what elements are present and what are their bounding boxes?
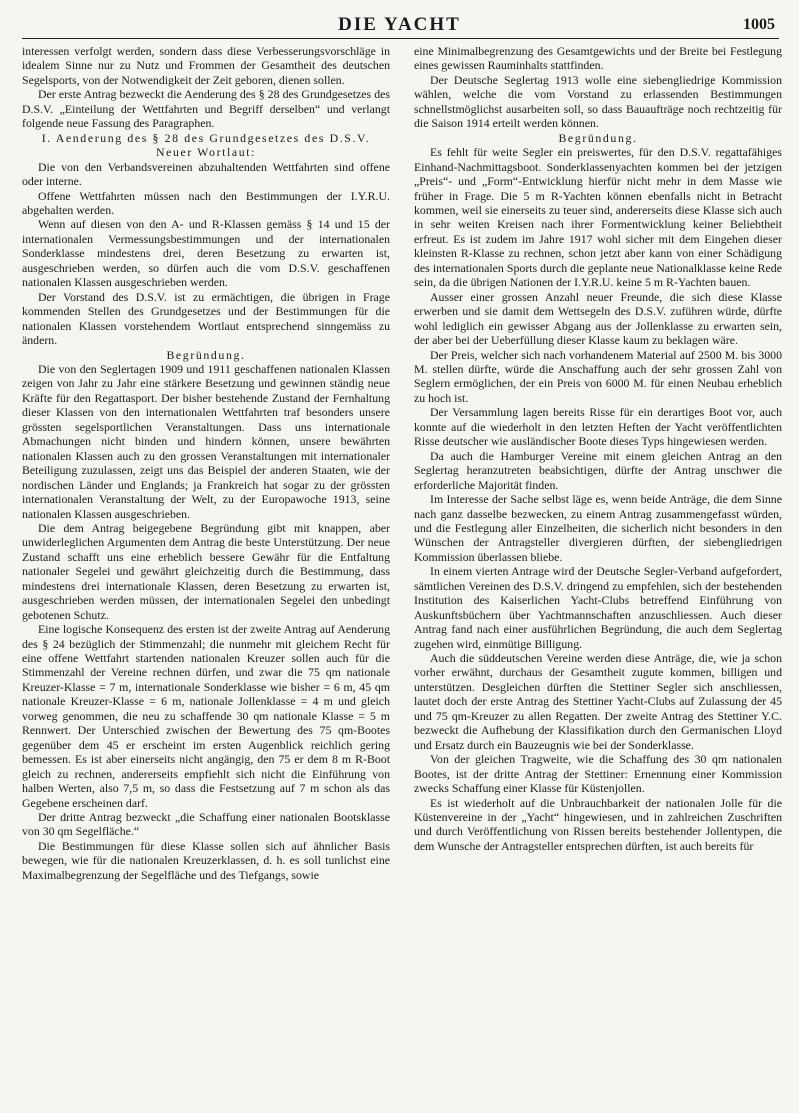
paragraph: Der Deutsche Seglertag 1913 wolle eine siebengliedrige Kommission wählen, welche die vom Vorstand zu erlassenden Bestimmungen schnellstmöglichst ausarbeiten soll, so dass Bauaufträge noch rechtzeitig für die Saison 1914 erteilt werden können. (414, 72, 782, 131)
paragraph: Die von den Verbandsvereinen abzuhaltenden Wettfahrten sind offene oder interne. (22, 159, 390, 189)
paragraph: Der dritte Antrag bezweckt „die Schaffung einer nationalen Bootsklasse von 30 qm Segelfläche.“ (22, 810, 390, 839)
paragraph: Ausser einer grossen Anzahl neuer Freunde, die sich diese Klasse erwerben und sie damit dem Wettsegeln des D.S.V. zuführen würde, dürfte wohl lediglich ein gewisser Abgang aus der Jollenklasse zu erwarten sein, der aber bei der Ueberfüllung dieser Klasse kaum zu beklagen wäre. (414, 289, 782, 348)
paragraph: eine Minimalbegrenzung des Gesamtgewichts und der Breite bei Festlegung eines gewissen Rauminhalts stattfinden. (414, 44, 782, 73)
paragraph: In einem vierten Antrage wird der Deutsche Segler-Verband aufgefordert, sämtlichen Vereinen des D.S.V. dringend zu empfehlen, sich der bestehenden Institution des Kaiserlichen Yacht-Clubs betreffend Einführung von Auskunftsbüchern über Yachtmannschaften anzuschliessen. Auch dieser Antrag fand nach einer ausführlichen Begründung, die auch dem Seglertag zugehen wird, einmütige Billigung. (414, 564, 782, 651)
paragraph: Die dem Antrag beigegebene Begründung gibt mit knappen, aber unwiderleglichen Argumenten dem Antrag die beste Unterstützung. Der neue Zustand schafft uns eine erheblich bessere Gewähr für die Entfaltung nationaler Segelei und gewährt gleichzeitig durch die Bestimmung, dass mindestens drei internationale Klassen, deren Besetzung zu erwarten ist, ausgeschrieben werden müssen, der internationalen Segelei den unbedingt gebotenen Schutz. (22, 520, 390, 622)
paragraph: Begründung. (166, 347, 246, 362)
paragraph: Die von den Seglertagen 1909 und 1911 geschaffenen nationalen Klassen zeigen von Jahr zu Jahr eine stärkere Besetzung und gewinnen ständig neue Kräfte für den Regattasport. Der bisher bestehende Zustand der Fernhaltung dieser Klassen von den internationalen Wettfahrten traf besonders unsere grössten segelsportlichen Veranstaltungen. Dass uns internationale Abmachungen nicht binden und hindern können, unsere bewährten nationalen Klassen auch zu den grossen Veranstaltungen mit internationaler Beteiligung zuzulassen, zeigt uns das Beispiel der anderen Staaten, wie der nordischen Länder und Englands; ja Frankreich hat sogar zu der grössten internationalen Veranstaltung der Welt, zu der Europawoche 1913, seine nationalen Klassen ausgeschrieben. (22, 361, 390, 521)
paragraph: Wenn auf diesen von den A- und R-Klassen gemäss § 14 und 15 der internationalen Vermessungsbestimmungen und der internationalen Sonderklasse mindestens drei, deren Besetzung zu erwarten ist, ausgeschrieben werden, so dürfen auch die vom D.S.V. geschaffenen nationalen Klassen ausgeschrieben werden. (22, 217, 390, 290)
paragraph: Es fehlt für weite Segler ein preiswertes, für den D.S.V. regattafähiges Einhand-Nachmittagsboot. Sonderklassenyachten kommen bei der jetzigen „Preis“- und „Form“-Entwicklung hierfür nicht mehr in dem Masse wie früher in Frage. Die 5 m R-Yachten können ebenfalls nicht in Betracht kommen, weil sie einerseits zu teuer sind, andererseits diese Klasse sich auch in sehr weiten Kreisen nach ihrer Formentwicklung keiner Beliebtheit erfreut. Es ist zudem im Jahre 1917 wohl sicher mit dem Eingehen dieser kleinsten R-Klasse zu rechnen, schon jetzt aber kann von einer Schädigung des internationalen Sports durch die geplante neue Nationalklasse keine Rede sein, da die übrigen Nationen der I.Y.R.U. keine 5 m R-Yachten bauen. (414, 145, 782, 290)
paragraph: Eine logische Konsequenz des ersten ist der zweite Antrag auf Aenderung des § 24 bezüglich der Stimmenzahl; die nunmehr mit gleichem Recht für eine offene Wettfahrt startenden nationalen Kreuzer sollen auch für die Stimmenzahl der Vereine rechnen dürfen, und zwar die 75 qm nationale Kreuzer-Klasse = 7 m, internationale Sonderklasse wie bisher = 6 m, 45 qm nationale Kreuzer-Klasse = 6 m, nationale Jollenklasse = 4 m und gleich vorweg genommen, die neu zu schaffende 30 qm nationale Klasse = 5 m Rennwert. Der Unterschied zwischen der Bewertung des 75 qm-Bootes gegenüber dem 45 er erscheint im ersten Augenblick reichlich gering bemessen. Es ist aber einerseits nicht angängig, den 75 er dem 8 m R-Boot gleich zu rechnen, andererseits empfiehlt sich nicht die Einführung von halben Werten, also 7,5 m, so dass die Festsetzung auf 7 m schon als das Gegebene erscheinen darf. (22, 622, 390, 810)
paragraph: Im Interesse der Sache selbst läge es, wenn beide Anträge, die dem Sinne nach ganz dasselbe bezwecken, zu einem Antrag zusammengefasst würden, und die Festlegung aller Einzelheiten, die sicherlich nicht besonders in den Wünschen der Antragsteller divergieren dürften, der siebengliedrigen Kommission überlassen bliebe. (414, 492, 782, 564)
header-rule (22, 38, 779, 39)
paragraph: interessen verfolgt werden, sondern dass diese Verbesserungsvorschläge in idealem Sinne nur zu Nutz und Frommen der Gesamtheit des deutschen Segelsports, von der Notwendigkeit der Zeit geboren, dienen sollen. (22, 44, 390, 87)
paragraph: Der Preis, welcher sich nach vorhandenem Material auf 2500 M. bis 3000 M. stellen dürfte, würde die Anschaffung auch der sehr grossen Zahl von Seglern ermöglichen, der ein Preis von 6000 M. für einen Neubau erheblich zu hoch ist. (414, 347, 782, 405)
magazine-title: DIE YACHT (338, 14, 461, 35)
paragraph: Auch die süddeutschen Vereine werden diese Anträge, die, wie ja schon vorher erwähnt, durchaus der Gesamtheit zugute kommen, billigen und unterstützen. Desgleichen dürften die Stettiner Segler sich anschliessen, lautet doch der erste Antrag des Stettiner Yacht-Clubs auf Zulassung der 45 und 75 qm-Kreuzer zu allen Regatten. Der zweite Antrag des Stettiner Y.C. bezweckt die Aufhebung der Klassifikation durch den Germanischen Lloyd und Ersatz durch ein Bauzeugnis wie bei der Sonderklasse. (414, 651, 782, 752)
paragraph: Neuer Wortlaut: (155, 145, 257, 160)
paragraph: Da auch die Hamburger Vereine mit einem gleichen Antrag an den Seglertag heranzutreten beabsichtigen, dürfte der Antrag unschwer die erforderliche Majorität finden. (414, 448, 782, 492)
paragraph: I. Aenderung des § 28 des Grundgesetzes des D.S.V. (41, 130, 371, 145)
paragraph: Von der gleichen Tragweite, wie die Schaffung des 30 qm nationalen Bootes, ist der dritte Antrag der Stettiner: Ernennung einer Kommission zwecks Schaffung einer Klasse für Küstenjollen. (414, 752, 782, 796)
right-column (414, 44, 782, 1106)
left-column (22, 44, 390, 1106)
paragraph: Der Versammlung lagen bereits Risse für ein derartiges Boot vor, auch konnte auf die wiederholt in den letzten Heften der Yacht veröffentlichten Risse deutscher wie ausländischer Boote dieses Typs hingewiesen werden. (414, 405, 782, 449)
page-number: 1005 (743, 16, 775, 33)
paragraph: Offene Wettfahrten müssen nach den Bestimmungen der I.Y.R.U. abgehalten werden. (22, 188, 390, 217)
paragraph: Begründung. (558, 130, 638, 145)
paragraph: Der erste Antrag bezweckt die Aenderung des § 28 des Grundgesetzes des D.S.V. „Einteilung der Wettfahrten und Begriff derselben“ und verlangt folgende neue Fassung des Paragraphen. (22, 87, 390, 131)
paragraph: Es ist wiederholt auf die Unbrauchbarkeit der nationalen Jolle für die Küstenvereine in der „Yacht“ hingewiesen, und in zahlreichen Zuschriften und durch Veröffentlichung von Rissen bereits bestehender Jollentypen, die dem Wunsche der Antragsteller entsprechen dürften, ist auch bereits für (414, 795, 782, 853)
page-header (0, 10, 799, 38)
paragraph: Der Vorstand des D.S.V. ist zu ermächtigen, die übrigen in Frage kommenden Stellen des Grundgesetzes und der Bestimmungen für die nationalen Klassen vorstehendem Wortlaut entsprechend sinngemäss zu ändern. (22, 289, 390, 348)
paragraph: Die Bestimmungen für diese Klasse sollen sich auf ähnlicher Basis bewegen, wie für die nationalen Kreuzerklassen, d. h. es soll tunlichst eine Maximalbegrenzung der Segelfläche und des Tiefgangs, sowie (22, 838, 390, 882)
